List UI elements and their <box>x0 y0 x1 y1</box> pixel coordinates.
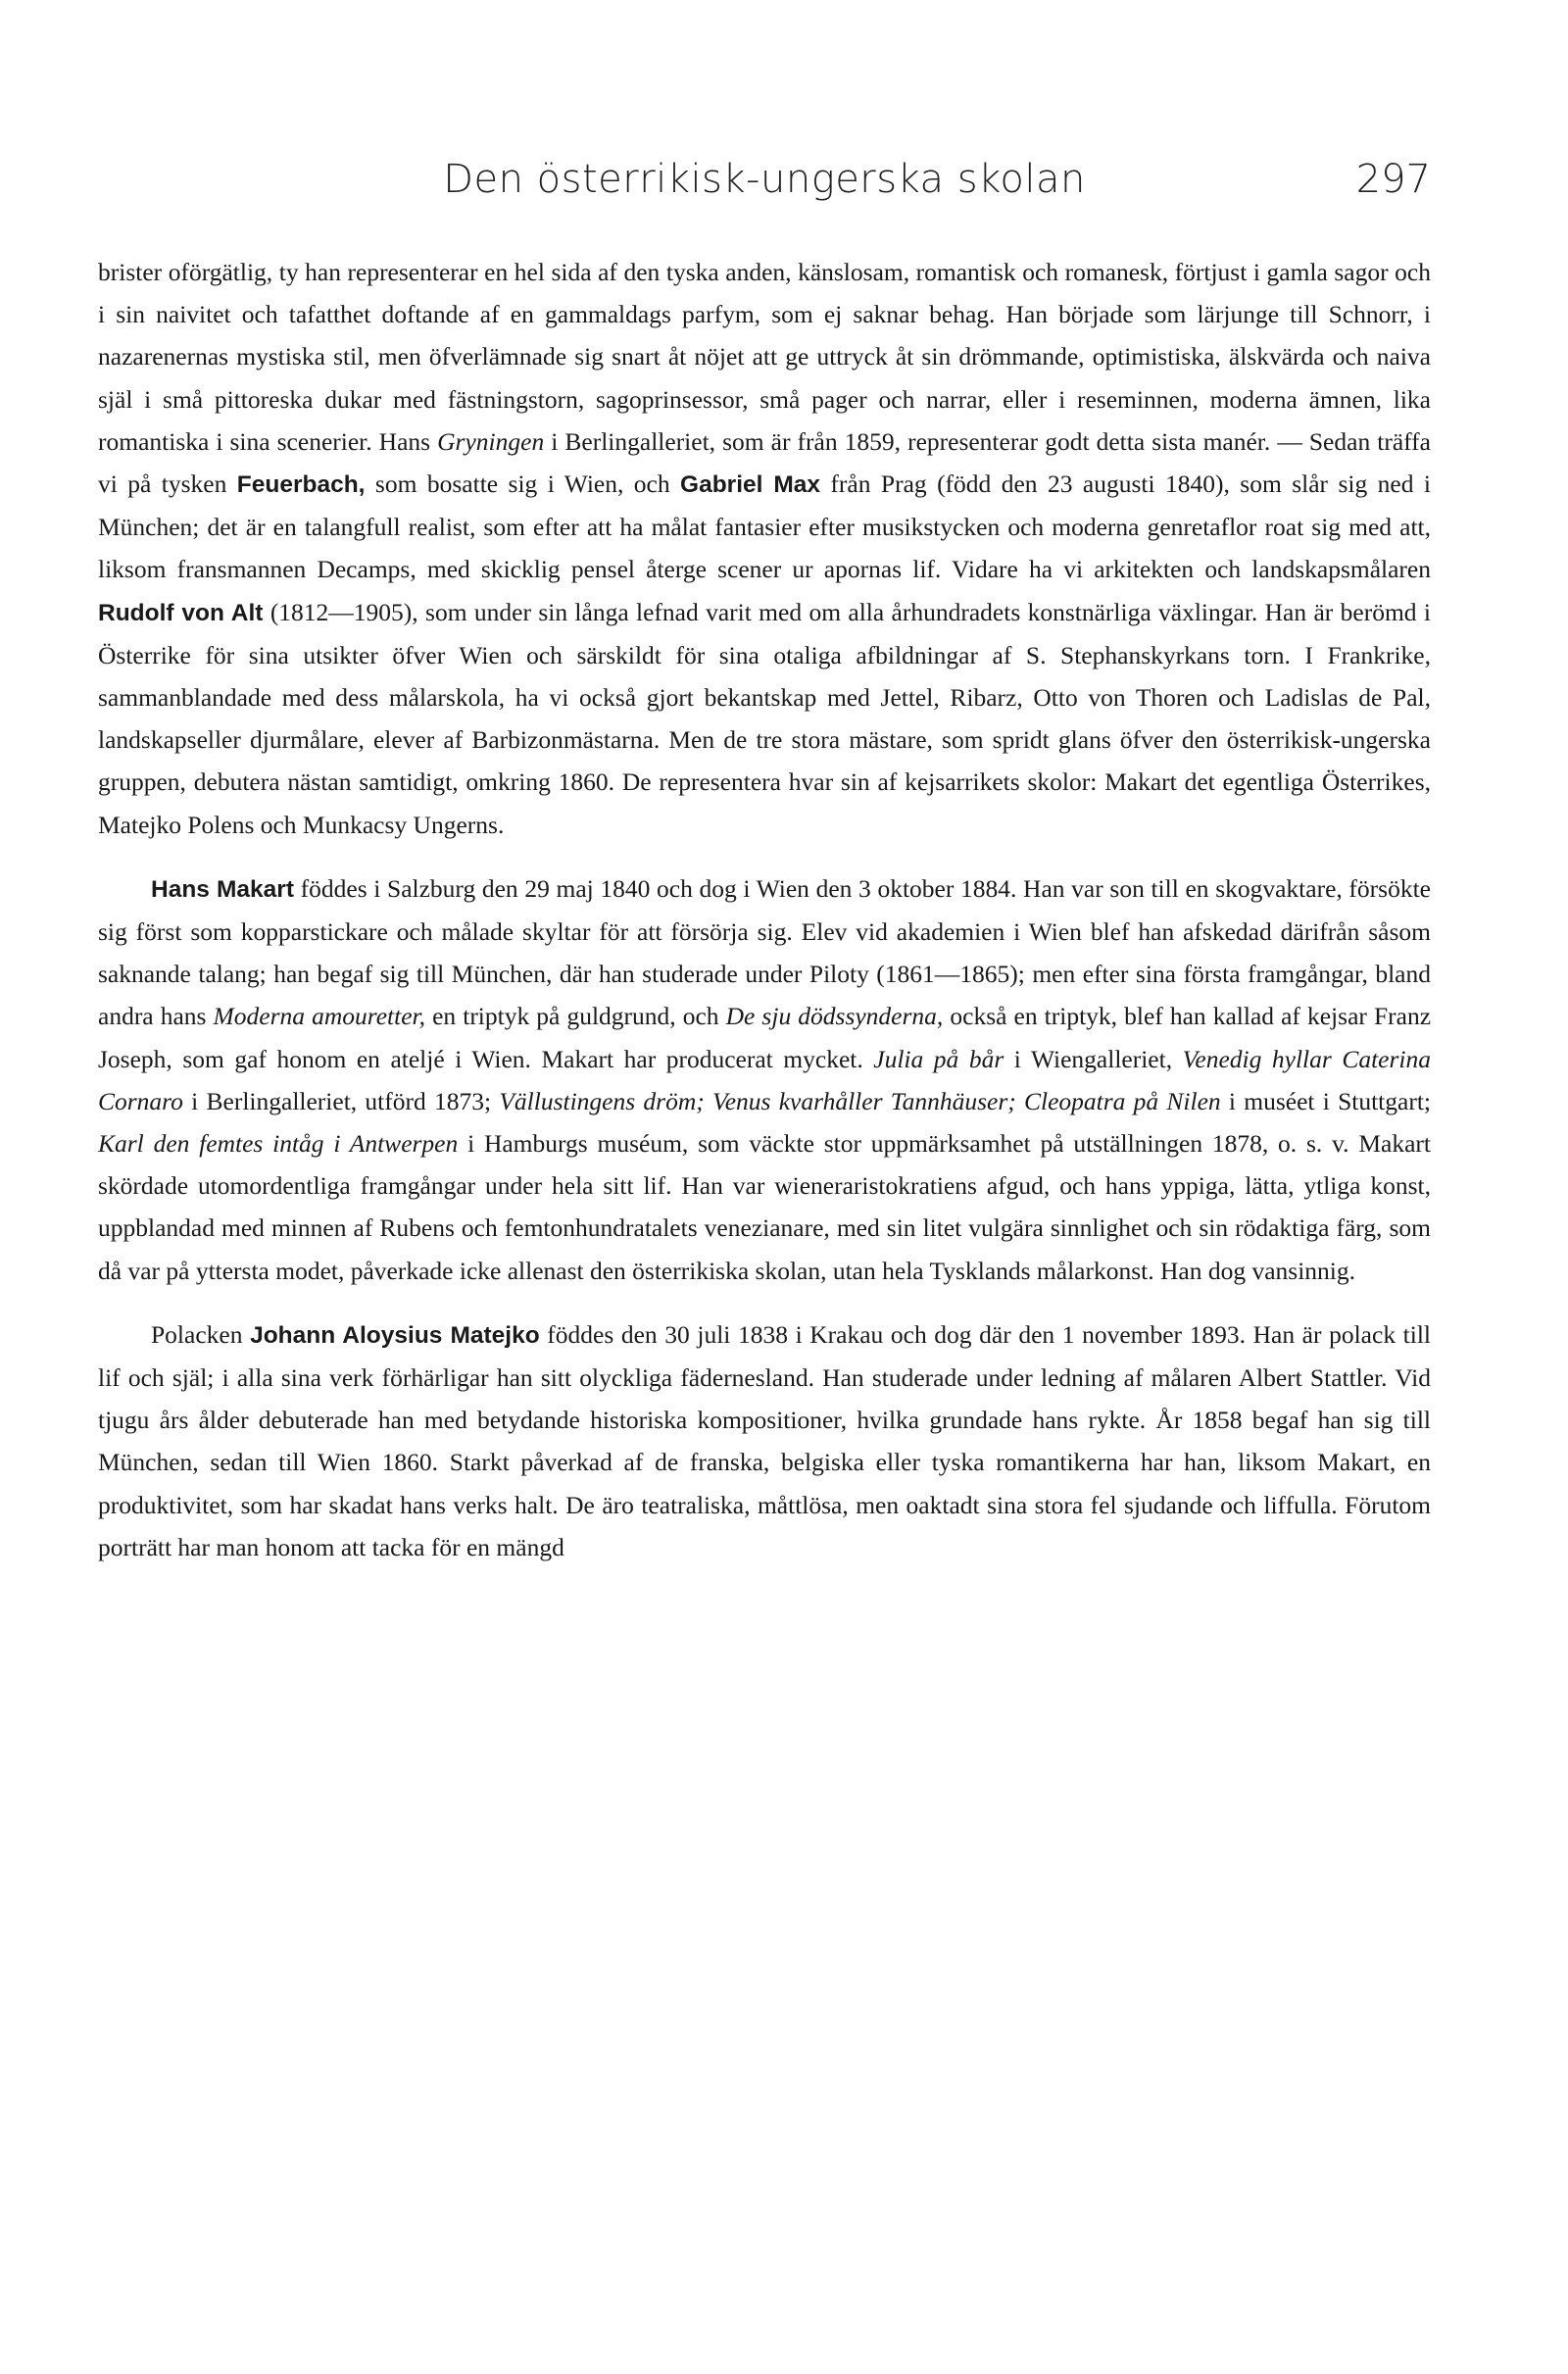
text-run: Polacken <box>151 1319 251 1349</box>
artwork-title: Julia på bår <box>873 1044 1004 1073</box>
text-run: brister oförgätlig, ty han representerar en hel sida af den tyska anden, känslosam, romantisk och romanesk, förtjust i gamla sagor och i sin naivitet och tafatthet doftande af en gammaldags parfym, som ej saknar behag. Han började som lärjunge till Schnorr, i nazarenernas mystiska stil, men öfverlämnade sig snart åt nöjet att ge uttryck åt sin drömmande, optimistiska, älskvärda och naiva själ i små pittoreska dukar med fästningstorn, sagoprinsessor, små pager och narrar, eller i reseminnen, moderna ämnen, lika romantiska i sina scenerier. Hans <box>98 258 1431 456</box>
artist-name: Gabriel Max <box>680 471 820 499</box>
text-run: i Berlingalleriet, som är från 1859, representerar godt detta sista manér. — Sedan träffa vi på tysken <box>98 426 1431 499</box>
book-page <box>98 157 1431 1568</box>
artist-name: Feuerbach, <box>236 471 366 499</box>
running-head <box>98 157 1431 216</box>
text-run: föddes i Salzburg den 29 maj 1840 och dog i Wien den 3 oktober 1884. Han var son till en skogvaktare, försökte sig först som kopparstickare och målade skyltar för att försörja sig. Elev vid akademien i Wien blef han afskedad därifrån såsom saknande talang; han begaf sig till München, där han studerade under Piloty (1861—1865); men efter sina första framgångar, bland andra hans <box>98 873 1431 1031</box>
artist-name: Hans Makart <box>151 875 294 903</box>
text-run: i muséet i Stuttgart; <box>1220 1086 1431 1115</box>
body-text <box>98 251 1431 1568</box>
paragraph-hans-makart <box>98 867 1431 1292</box>
page-number: 297 <box>1355 157 1431 202</box>
artist-name: Johann Aloysius Matejko <box>250 1321 540 1349</box>
artwork-title: Karl den femtes intåg i Antwerpen <box>98 1129 459 1159</box>
text-run: i Berlingalleriet, utförd 1873; <box>182 1086 500 1115</box>
artwork-title: Gryningen <box>437 426 545 456</box>
text-run: i Wiengalleriet, <box>1004 1044 1183 1073</box>
paragraph-matejko <box>98 1313 1431 1568</box>
text-run: en triptyk på guldgrund, och <box>425 1002 726 1031</box>
text-run: (1812—1905), som under sin långa lefnad varit med om alla århundradets konstnärliga växlingar. Han är berömd i Österrike för sina utsikter öfver Wien och särskildt för sina otaliga afbildningar af S. Stephanskyrkans torn. I Frankrike, sammanblandade med dess målarskola, ha vi också gjort bekantskap med Jettel, Ribarz, Otto von Thoren och Ladislas de Pal, landskapseller djurmålare, elever af Barbizonmästarna. Men de tre stora mästare, som spridt glans öfver den österrikisk-ungerska gruppen, debutera nästan samtidigt, omkring 1860. De representera hvar sin af kejsarrikets skolor: Makart det egentliga Österrikes, Matejko Polens och Munkacsy Ungerns. <box>98 597 1431 839</box>
artwork-title: Moderna amouretter, <box>213 1002 426 1031</box>
running-title: Den österrikisk-ungerska skolan <box>443 157 1086 202</box>
text-run: också en triptyk, blef han kallad af kejsar Franz Joseph, som gaf honom en ateljé i Wien. Makart har producerat mycket. <box>98 1002 1432 1073</box>
text-run: i Hamburgs muséum, som väckte stor uppmärksamhet på utställningen 1878, o. s. v. Makart skördade utomordentliga framgångar under hela sitt lif. Han var wieneraristokratiens afgud, och hans yppiga, lätta, ytliga konst, uppblandad med minnen af Rubens och femtonhundratalets venezianare, med sin litet vulgära sinnlighet och sin rödaktiga färg, som då var på yttersta modet, påverkade icke allenast den österrikiska skolan, utan hela Tysklands målarkonst. Han dog vansinnig. <box>98 1129 1431 1285</box>
text-run: som bosatte sig i Wien, och <box>365 470 681 499</box>
artwork-title: Vällustingens dröm; Venus kvarhåller Tannhäuser; Cleopatra på Nilen <box>499 1086 1221 1115</box>
artwork-title: Venedig hyllar Caterina Cornaro <box>98 1044 1432 1115</box>
paragraph-feuerbach-max-alt <box>98 251 1431 846</box>
artist-name: Rudolf von Alt <box>98 599 264 626</box>
text-run: från Prag (född den 23 augusti 1840), som slår sig ned i München; det är en talangfull realist, som efter att ha målat fantasier efter musikstycken och moderna genretaflor roat sig med att, liksom fransmannen Decamps, med skicklig pensel återge scener ur apornas lif. Vidare ha vi arkitekten och landskapsmålaren <box>98 470 1432 584</box>
text-run: föddes den 30 juli 1838 i Krakau och dog där den 1 november 1893. Han är polack till lif och själ; i alla sina verk förhärligar han sitt olyckliga fädernesland. Han studerade under ledning af målaren Albert Stattler. Vid tjugu års ålder debuterade han med betydande historiska kompositioner, hvilka grundade hans rykte. År 1858 begaf han sig till München, sedan till Wien 1860. Starkt påverkad af de franska, belgiska eller tyska romantikerna har han, liksom Makart, en produktivitet, som har skadat hans verks halt. De äro teatraliska, måttlösa, men oaktadt sina stora fel sjudande och liffulla. Förutom porträtt har man honom att tacka för en mängd <box>98 1319 1431 1561</box>
artwork-title: De sju dödssynderna, <box>725 1002 944 1031</box>
